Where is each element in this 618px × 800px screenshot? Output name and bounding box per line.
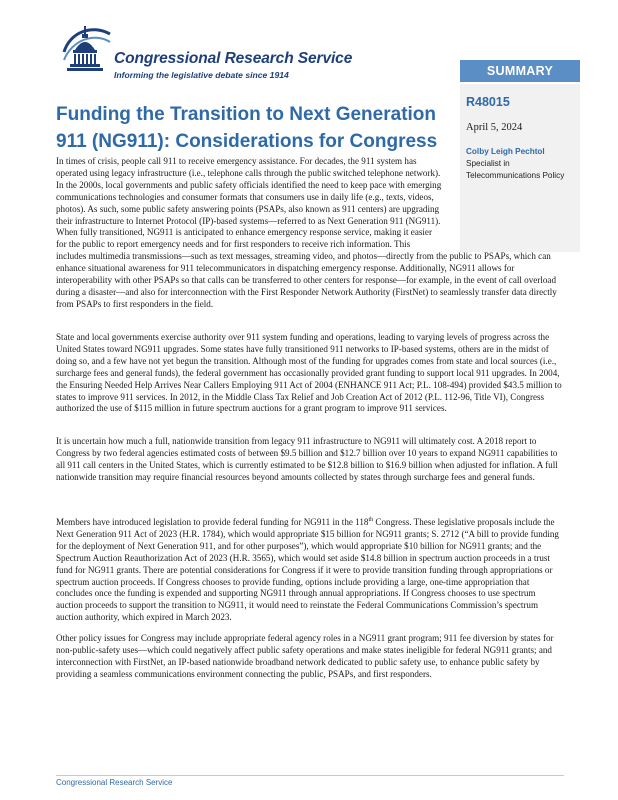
- crs-logo: [62, 18, 362, 88]
- org-name: Congressional Research Service: [114, 50, 353, 67]
- body-paragraph: Other policy issues for Congress may include appropriate federal agency roles in a NG911 grant program; 911 fee diversion by states for non-public-safety uses—which could negatively affect public safety operations and make states ineligible for federal NG911 grants; and interconnection with FirstNet, an IP-based nationwide broadband network dedicated to public safety use, to enhance public safety by providing a seamless communications environment connecting the public, PSAPs, and first responders.: [56, 633, 554, 679]
- footer-divider: [56, 775, 564, 776]
- capitol-dome-icon: [62, 18, 112, 82]
- body-paragraph: State and local governments exercise authority over 911 system funding and operations, leading to varying levels of progress across the United States toward NG911 upgrades. Some states have fully transitioned 911 networks to IP-based systems, others are in the midst of doing so, and a few have not yet begun the transition. Although most of the funding for upgrades comes from state and local sources (i.e., surcharge fees and general funds), the federal government has occasionally provided grant funding to support local 911 upgrades. In 2004, the Ensuring Needed Help Arrives Near Callers Employing 911 Act of 2004 (ENHANCE 911 Act; P.L. 108-494) provided $43.5 million to states to improve 911 services. In 2012, in the Middle Class Tax Relief and Job Creation Act of 2012 (P.L. 112-96, Title VI), Congress authorized the use of $115 million in future spectrum auctions for a grant program to improve 911 services.: [56, 332, 562, 414]
- body-paragraph: It is uncertain how much a full, nationwide transition from legacy 911 infrastructure to NG911 will ultimately cost. A 2018 report to Congress by two federal agencies estimated costs of between $9.5 billion and $12.7 billion over 10 years to expand NG911 capabilities to all 911 call centers in the United States, which is currently estimated to be $12.8 billion to $16.9 billion when adjusted for inflation. A full nationwide transition may require financial resources beyond amounts collected by states through surcharge fees and general funds.: [56, 436, 558, 482]
- author-name: Colby Leigh Pechtol: [466, 147, 545, 156]
- report-id: R48015: [466, 95, 510, 109]
- org-tagline: Informing the legislative debate since 1914: [114, 70, 289, 80]
- page-title: Funding the Transition to Next Generation 911 (NG911): Considerations for Congress: [56, 104, 438, 152]
- summary-label: SUMMARY: [460, 60, 580, 82]
- paragraph-text: In times of crisis, people call 911 to receive emergency assistance. For decades, the 911 system has operated using legacy infrastructure (i.e., telephone calls through the public switched telephone network). In the 2000s, local governments and public safety officials identified the need to keep pace with emerging communications technologies and consumer formats that consumers use in daily life (e.g., texts, videos, photos). As such, some public safety answering points (PSAPs, also known as 911 centers) are upgrading their infrastructure to Internet Protocol (IP)-based systems—referred to as Next Generation 911 (NG911). When fully transitioned, NG911 is anticipated to enhance emergency response service, making it easier for the public to report emergency needs and for first responders to receive rich information. This includes multimedia transmissions—such as text messages, streaming video, and photos—directly from the public to PSAPs, which can enhance situational awareness for 911 telecommunicators in dispatching emergency response. Additionally, NG911 allows for interoperability with other PSAPs so that calls can be transferred to other centers for response—for example, in the event of call overload during a disaster—and also for interconnection with the First Responder Network Authority (FirstNet) to seamlessly transfer data directly from PSAPs to first responders in the field.: [56, 156, 557, 309]
- body-paragraph: Members have introduced legislation to provide federal funding for NG911 in the 118th Congress. These legislative proposals include the Next Generation 911 Act of 2023 (H.R. 1784), which would appropriate $15 billion for NG911 grants; S. 2712 (“A bill to provide funding for the deployment of Next Generation 911, and for other purposes”), which would appropriate $10 billion for NG911 grants; and the Spectrum Auction Reauthorization Act of 2023 (H.R. 3565), which would set aside $14.8 billion in spectrum auction proceeds in a trust fund for NG911 grants. There are potential considerations for Congress if it were to provide transition funding through appropriations or spectrum auction proceeds. If Congress chooses to provide funding, options include providing a large, one-time appropriation that concludes once the funding is expended and supporting NG911 through annual appropriations. If Congress chooses to use spectrum auction proceeds to support the transition to NG911, it would need to reinstate the Federal Communications Commission’s spectrum auction authority, which expired in March 2023.: [56, 516, 559, 623]
- sidebar-wrap-spacer: [442, 156, 564, 242]
- author-role: Specialist in Telecommunications Policy: [466, 159, 565, 180]
- footer-text: Congressional Research Service: [56, 778, 173, 787]
- report-date: April 5, 2024: [466, 122, 523, 133]
- body-paragraph: [56, 156, 564, 311]
